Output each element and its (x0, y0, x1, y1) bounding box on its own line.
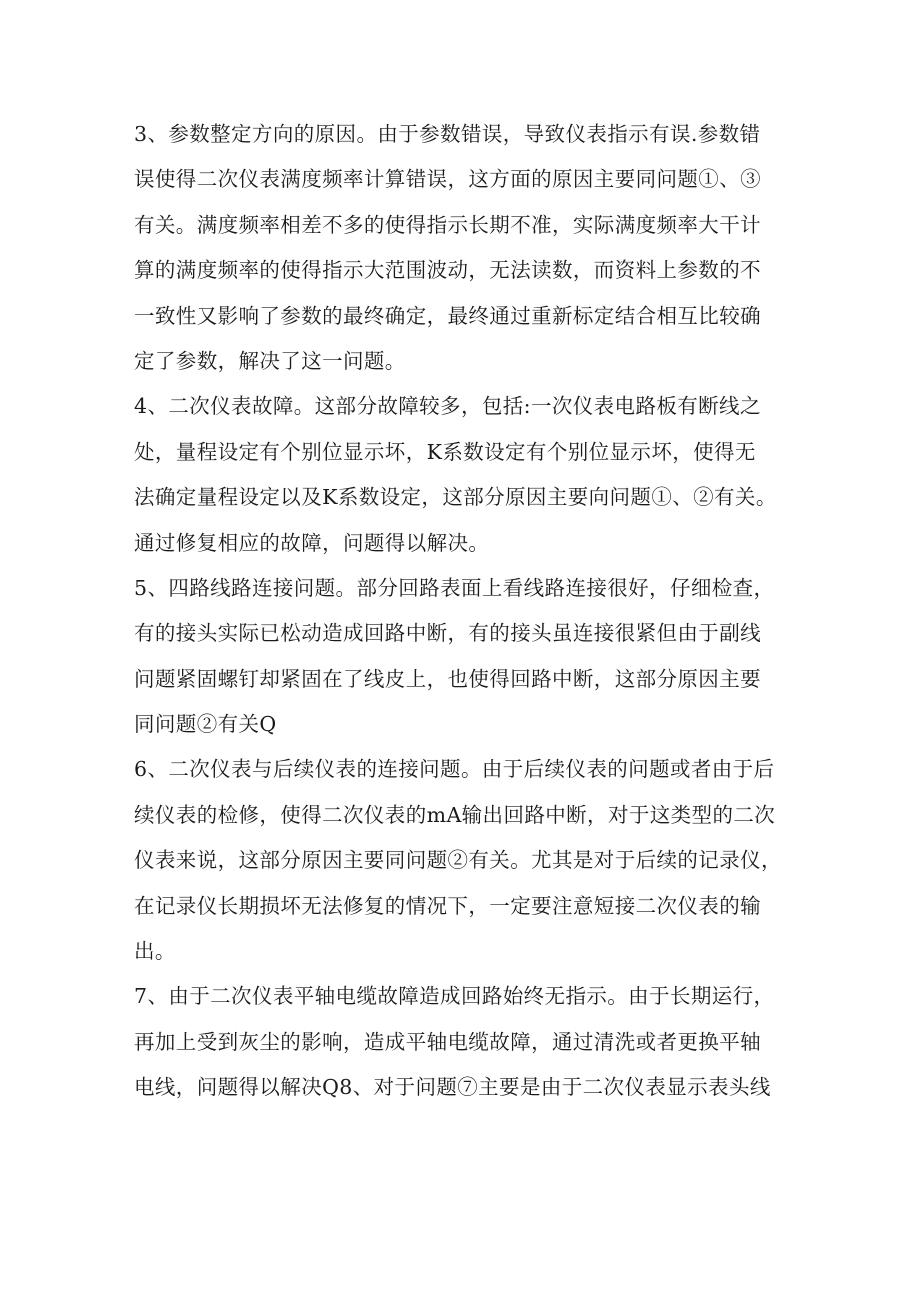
paragraph-5-line-2: 有的接头实际已松动造成回路中断，有的接头虽连接很紧但由于副线 (134, 621, 761, 646)
paragraph-5-line-1: 5、四路线路连接问题。部分回路表面上看线路连接很好，仔细检查， (134, 575, 775, 600)
paragraph-6-line-2: 续仪表的检修，使得二次仪表的mA输出回路中断，对于这类型的二次 (134, 802, 776, 827)
paragraph-3-line-5: 一致性又影响了参数的最终确定，最终通过重新标定结合相互比较确 (134, 303, 761, 328)
document-body (134, 112, 794, 1111)
paragraph-6-line-1: 6、二次仪表与后续仪表的连接问题。由于后续仪表的问题或者由于后 (134, 757, 775, 782)
paragraph-3-line-6: 定了参数，解决了这一问题。 (134, 348, 406, 373)
paragraph-5-line-4: 同问题②有关Q (134, 712, 277, 737)
paragraph-6-line-3: 仪表来说，这部分原因主要同问题②有关。尤其是对于后续的记录仪， (134, 848, 782, 873)
paragraph-6-line-5: 出。 (134, 939, 176, 964)
paragraph-6-line-4: 在记录仪长期损坏无法修复的情况下，一定要注意短接二次仪表的输 (134, 893, 761, 918)
paragraph-3-line-4: 算的满度频率的使得指示大范围波动，无法读数，而资料上参数的不 (134, 258, 761, 283)
paragraph-4-line-2: 处，量程设定有个别位显示坏，K系数设定有个别位显示坏，使得无 (134, 439, 756, 464)
paragraph-3-line-3: 有关。满度频率相差不多的使得指示长期不准，实际满度频率大干计 (134, 212, 761, 237)
paragraph-3-line-2: 误使得二次仪表满度频率计算错误，这方面的原因主要同问题①、③ (134, 167, 761, 192)
paragraph-4-line-4: 通过修复相应的故障，问题得以解决。 (134, 530, 490, 555)
paragraph-7-line-2: 再加上受到灰尘的影响，造成平轴电缆故障，通过清洗或者更换平轴 (134, 1029, 761, 1054)
paragraph-5-line-3: 问题紧固螺钉却紧固在了线皮上，也使得回路中断，这部分原因主要 (134, 666, 761, 691)
paragraph-4-line-1: 4、二次仪表故障。这部分故障较多，包括:一次仪表电路板有断线之 (134, 394, 761, 419)
paragraph-4-line-3: 法确定量程设定以及K系数设定，这部分原因主要向问题①、②有关。 (134, 485, 777, 510)
paragraph-3-line-1: 3、参数整定方向的原因。由于参数错误，导致仪表指示有误.参数错 (134, 122, 761, 146)
paragraph-7-line-3: 电线，问题得以解决Q8、对于问题⑦主要是由于二次仪表显示表头线 (134, 1075, 771, 1100)
paragraph-7-line-1: 7、由于二次仪表平轴电缆故障造成回路始终无指示。由于长期运行， (134, 984, 775, 1009)
